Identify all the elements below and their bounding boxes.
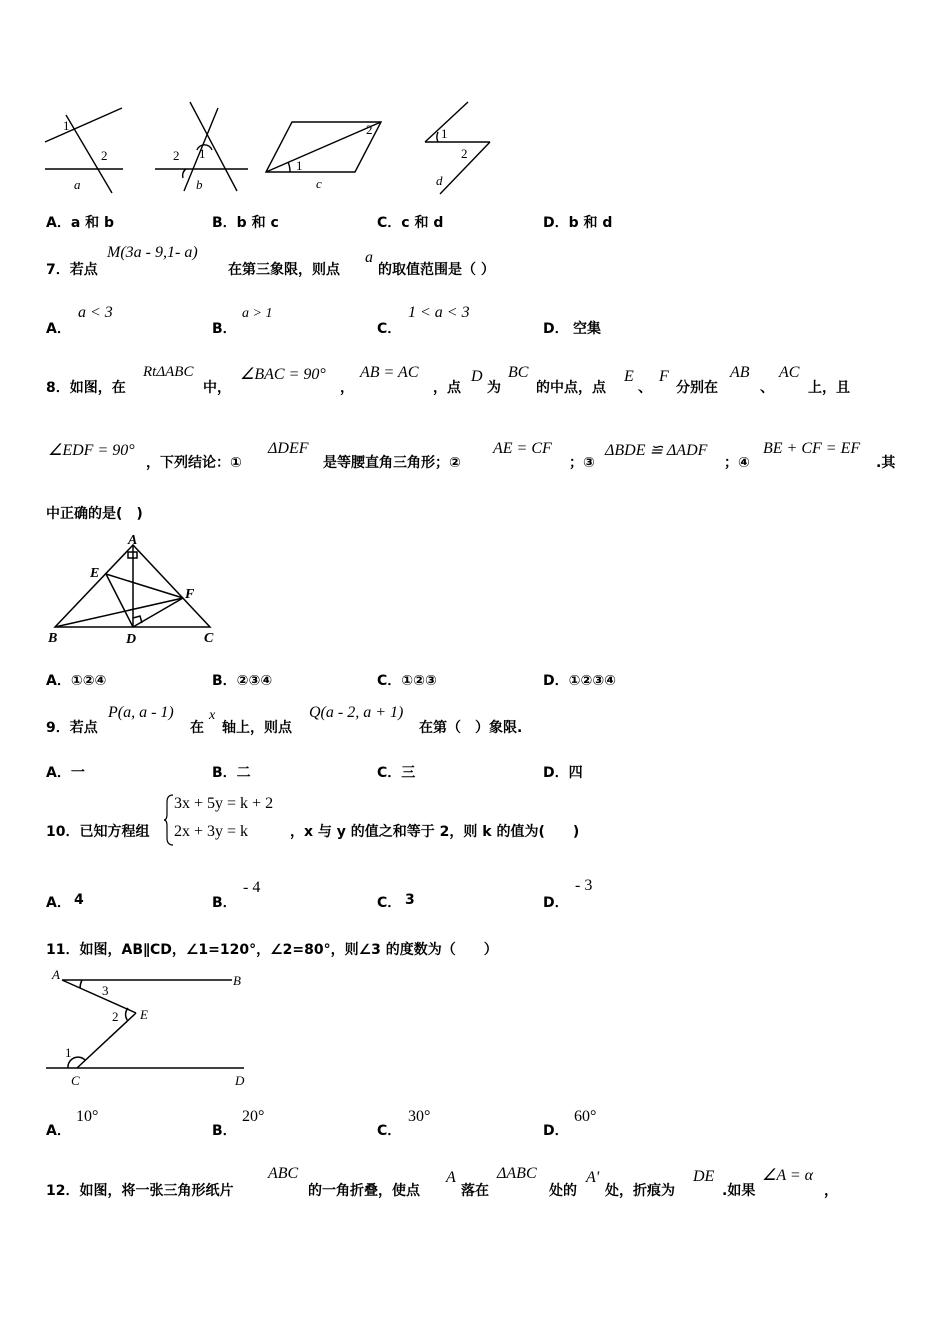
q7-var: a — [365, 249, 373, 266]
q7-point: M(3a - 9,1- a) — [107, 244, 198, 261]
q7-end: 的取值范围是（ ） — [378, 262, 495, 278]
q6-fig-b-name: b — [196, 177, 203, 192]
q6-fig-b-label-1: 1 — [199, 146, 206, 161]
q7-number: 7．若点 — [46, 262, 98, 278]
q9-option-d[interactable]: D．四 — [543, 765, 583, 781]
q9-option-a[interactable]: A．一 — [46, 765, 85, 781]
q11-fig-label-b: B — [233, 973, 241, 988]
q11-fig-label-1: 1 — [65, 1045, 72, 1060]
q6-option-c[interactable]: C．c 和 d — [377, 215, 444, 231]
q6-fig-d-label-1: 1 — [441, 126, 448, 141]
q6-figures — [0, 90, 520, 200]
q11-figure — [40, 965, 260, 1090]
q8-fig-label-c: C — [204, 631, 214, 646]
q8-fig-label-b: B — [48, 631, 58, 646]
q8-option-a[interactable]: A．①②④ — [46, 673, 107, 689]
q8-fig-label-d: D — [126, 632, 137, 647]
q6-fig-a-label-2: 2 — [101, 148, 108, 163]
q8-figure — [40, 530, 230, 650]
q11-stem: 11．如图，AB∥CD，∠1=120°，∠2=80°，则∠3 的度数为（ ） — [46, 942, 498, 958]
q6-figure-c — [266, 122, 381, 172]
q8-option-c[interactable]: C．①②③ — [377, 673, 437, 689]
q6-figure-d — [425, 102, 490, 194]
q9-option-c[interactable]: C．三 — [377, 765, 416, 781]
q10-equation-2: 2x + 3y = k — [174, 823, 249, 840]
q6-fig-c-label-1: 1 — [296, 158, 303, 173]
q10-equation-1: 3x + 5y = k + 2 — [174, 795, 274, 812]
q6-fig-b-label-2: 2 — [173, 148, 180, 163]
q6-fig-a-label-1: 1 — [63, 118, 70, 133]
q8-fig-label-f: F — [185, 587, 195, 602]
q9-option-b[interactable]: B．二 — [212, 765, 251, 781]
q8-fig-label-e: E — [90, 566, 100, 581]
q11-fig-label-a: A — [52, 967, 60, 982]
q8-fig-label-a: A — [128, 533, 138, 548]
q11-fig-label-d: D — [235, 1073, 245, 1088]
q10-brace — [164, 794, 174, 846]
q6-fig-a-name: a — [74, 177, 81, 192]
q6-fig-d-name: d — [436, 173, 443, 188]
q6-option-d[interactable]: D．b 和 d — [543, 215, 613, 231]
q8-option-b[interactable]: B．②③④ — [212, 673, 273, 689]
q6-fig-c-label-2: 2 — [366, 122, 373, 137]
q6-option-b[interactable]: B．b 和 c — [212, 215, 279, 231]
q11-fig-label-2: 2 — [112, 1009, 119, 1024]
q6-figure-a — [45, 108, 123, 193]
q11-fig-label-e: E — [140, 1007, 148, 1022]
q8-option-d[interactable]: D．①②③④ — [543, 673, 617, 689]
q8-stem-line3: 中正确的是( ) — [46, 506, 143, 522]
q11-fig-label-c: C — [71, 1073, 80, 1088]
q6-option-a[interactable]: A．a 和 b — [46, 215, 115, 231]
q6-fig-c-name: c — [316, 176, 322, 191]
q6-fig-d-label-2: 2 — [461, 146, 468, 161]
q11-fig-label-3: 3 — [102, 983, 109, 998]
q7-mid: 在第三象限，则点 — [228, 262, 340, 278]
